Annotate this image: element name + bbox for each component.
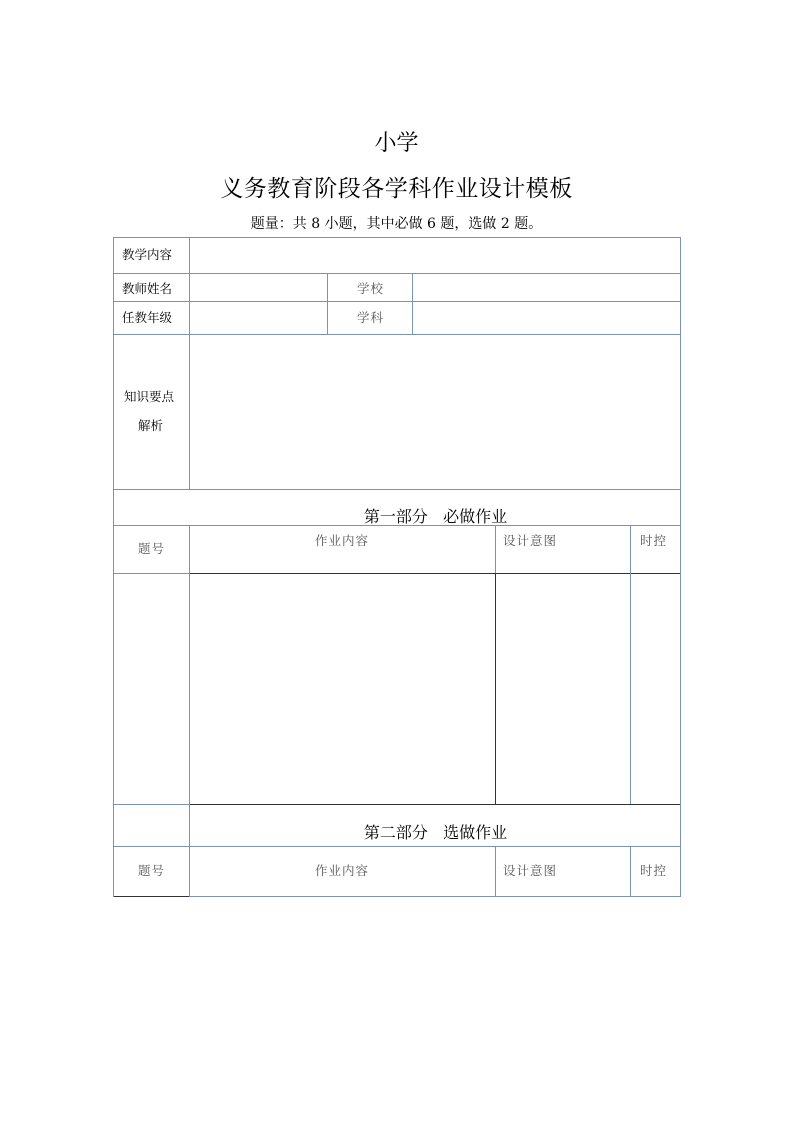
school-label: 学校 [357,281,385,296]
part1-col-number: 题号 [138,541,166,556]
grade-label: 任教年级 [122,310,173,325]
part1-col-design: 设计意图 [503,533,558,548]
part1-col-content: 作业内容 [315,533,370,548]
part2-title: 第二部分 选做作业 [363,823,508,842]
part1-title: 第一部分 必做作业 [363,507,508,526]
part2-col-number: 题号 [138,863,166,878]
part2-col-time: 时控 [640,863,668,878]
teacher-name-label: 教师姓名 [122,281,173,296]
part1-col-time: 时控 [640,533,668,548]
question-count-note: 题量：共 8 小题，其中必做 6 题，选做 2 题。 [250,216,543,232]
teaching-content-label: 教学内容 [122,247,173,262]
page-title: 义务教育阶段各学科作业设计模板 [220,176,573,202]
part2-col-design: 设计意图 [503,863,558,878]
part2-col-content: 作业内容 [315,863,370,878]
school-level: 小学 [374,131,419,156]
subject-label: 学科 [357,310,385,325]
analysis-label: 解析 [138,418,164,433]
knowledge-points-label: 知识要点 [124,389,175,404]
